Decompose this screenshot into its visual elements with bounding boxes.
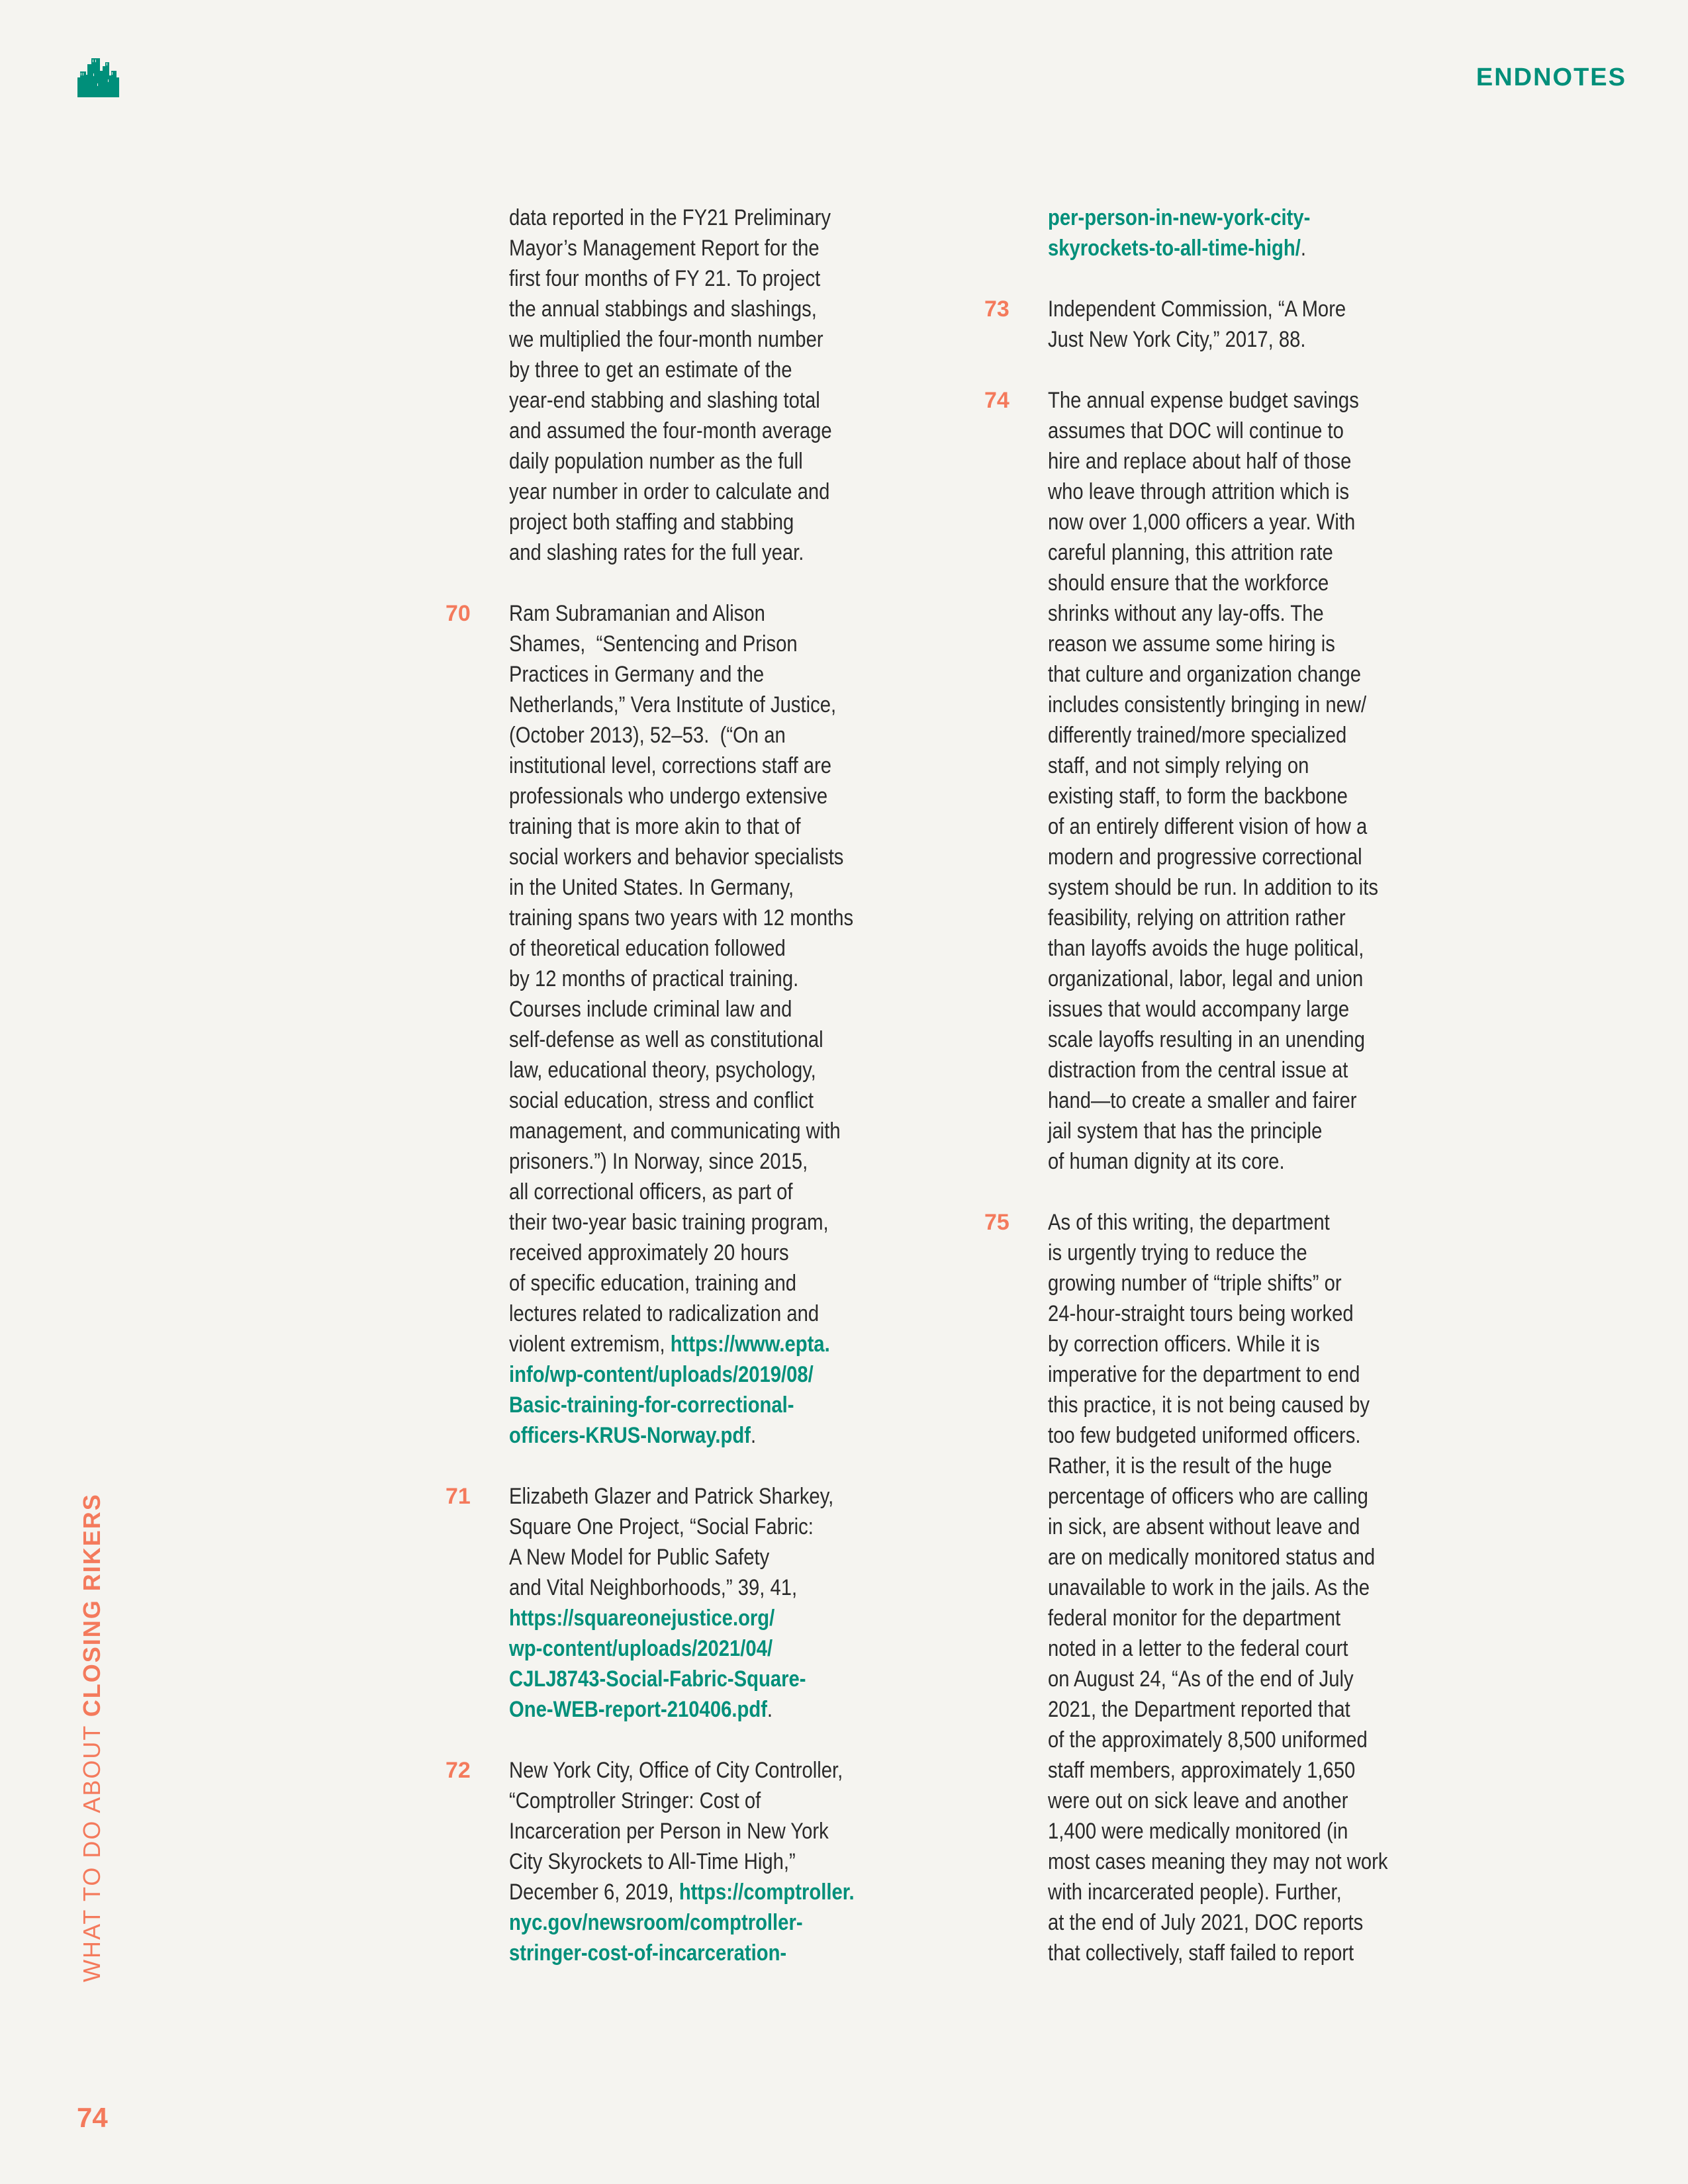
endnote-text-segment: New York City, Office of City Controller, “Comptroller Stringer: Cost of Incarceration per Person in New York City Skyrockets to All-Time High,” December 6, 2019, xyxy=(509,1758,843,1905)
endnote-text xyxy=(1048,203,1426,263)
endnotes-column-left xyxy=(445,203,949,1999)
endnote-text-segment: . xyxy=(750,1423,757,1448)
endnote-text xyxy=(1048,294,1426,355)
endnote-number: 74 xyxy=(984,388,1009,413)
endnote-text xyxy=(509,598,887,1451)
endnote xyxy=(984,203,1487,263)
endnote-number: 70 xyxy=(445,601,471,626)
endnote-number: 75 xyxy=(984,1210,1009,1235)
endnote-text xyxy=(1048,385,1426,1177)
side-running-title xyxy=(78,1493,106,1982)
endnote xyxy=(984,385,1487,1177)
city-skyline-logo-icon xyxy=(77,58,120,98)
endnote xyxy=(445,598,949,1451)
endnote-link[interactable]: https://www.epta. info/wp-content/uploads/2019/08/ Basic-training-for-correctional- officers-KRUS-Norway.pdf xyxy=(509,1332,830,1448)
endnote-text-segment: . xyxy=(1300,236,1306,261)
page-number: 74 xyxy=(77,2102,108,2133)
endnote-number: 72 xyxy=(445,1758,471,1783)
endnote-text-segment: As of this writing, the department is urgently trying to reduce the growing number of “triple shifts” or 24-hour-straight tours being worked by correction officers. While it is imperative for the department to end this practice, it is not being caused by too few budgeted uniformed officers. Rather, it is the result of the huge percentage of officers who are calling in sick, are absent without leave and are on medically monitored status and unavailable to work in the jails. As the federal monitor for the department noted in a letter to the federal court on August 24, “As of the end of July 2021, the Department reported that of the approximately 8,500 uniformed staff members, approximately 1,650 were out on sick leave and another 1,400 were medically monitored (in most cases meaning they may not work with incarcerated people). Further, at the end of July 2021, DOC reports that collectively, staff failed to report xyxy=(1048,1210,1388,1966)
endnote xyxy=(445,203,949,568)
endnote-text xyxy=(1048,1207,1426,1968)
endnote-number: 71 xyxy=(445,1484,471,1509)
endnote-text-segment: data reported in the FY21 Preliminary Mayor’s Management Report for the first four months of FY 21. To project the annual stabbings and slashings, we multiplied the four-month number by three to get an estimate of the year-end stabbing and slashing total and assumed the four-month average daily population number as the full year number in order to calculate and project both staffing and stabbing and slashing rates for the full year. xyxy=(509,205,832,565)
endnote-link[interactable]: https://comptroller. nyc.gov/newsroom/comptroller- stringer-cost-of-incarceration- xyxy=(509,1880,855,1966)
endnote-text xyxy=(509,1481,887,1725)
endnote-link[interactable]: https://squareonejustice.org/ wp-content/uploads/2021/04/ CJLJ8743-Social-Fabric-Square- One-WEB-report-210406.pdf xyxy=(509,1606,806,1722)
endnote-text-segment: Ram Subramanian and Alison Shames, “Sentencing and Prison Practices in Germany and the Netherlands,” Vera Institute of Justice, (October 2013), 52–53. (“On an institutional level, corrections staff are professionals who undergo extensive training that is more akin to that of social workers and behavior specialists in the United States. In Germany, training spans two years with 12 months of theoretical education followed by 12 months of practical training. Courses include criminal law and self-defense as well as constitutional law, educational theory, psychology, social education, stress and conflict management, and communicating with prisoners.”) In Norway, since 2015, all correctional officers, as part of their two-year basic training program, received approximately 20 hours of specific education, training and lectures related to radicalization and violent extremism, xyxy=(509,601,854,1357)
endnote-text-segment: . xyxy=(767,1697,773,1722)
endnote-text-segment: Elizabeth Glazer and Patrick Sharkey, Square One Project, “Social Fabric: A New Model for Public Safety and Vital Neighborhoods,” 39, 41, xyxy=(509,1484,834,1600)
endnote xyxy=(445,1481,949,1725)
endnote xyxy=(984,294,1487,355)
section-header: ENDNOTES xyxy=(1476,64,1626,91)
endnote-text xyxy=(509,203,887,568)
endnote-text-segment: The annual expense budget savings assumes that DOC will continue to hire and replace about half of those who leave through attrition which is now over 1,000 officers a year. With careful planning, this attrition rate should ensure that the workforce shrinks without any lay-offs. The reason we assume some hiring is that culture and organization change includes consistently bringing in new/ differently trained/more specialized staff, and not simply relying on existing staff, to form the backbone of an entirely different vision of how a modern and progressive correctional system should be run. In addition to its feasibility, relying on attrition rather than layoffs avoids the huge political, organizational, labor, legal and union issues that would accompany large scale layoffs resulting in an unending distraction from the central issue at hand—to create a smaller and fairer jail system that has the principle of human dignity at its core. xyxy=(1048,388,1378,1174)
endnotes-column-right xyxy=(984,203,1487,1999)
endnote xyxy=(445,1755,949,1968)
endnote-link[interactable]: per-person-in-new-york-city- skyrockets-to-all-time-high/ xyxy=(1048,205,1311,261)
endnote xyxy=(984,1207,1487,1968)
endnote-text xyxy=(509,1755,887,1968)
endnote-number: 73 xyxy=(984,296,1009,322)
side-title-prefix: WHAT TO DO ABOUT xyxy=(78,1717,105,1982)
endnote-text-segment: Independent Commission, “A More Just New York City,” 2017, 88. xyxy=(1048,296,1346,352)
side-title-emphasis: CLOSING RIKERS xyxy=(78,1493,105,1717)
